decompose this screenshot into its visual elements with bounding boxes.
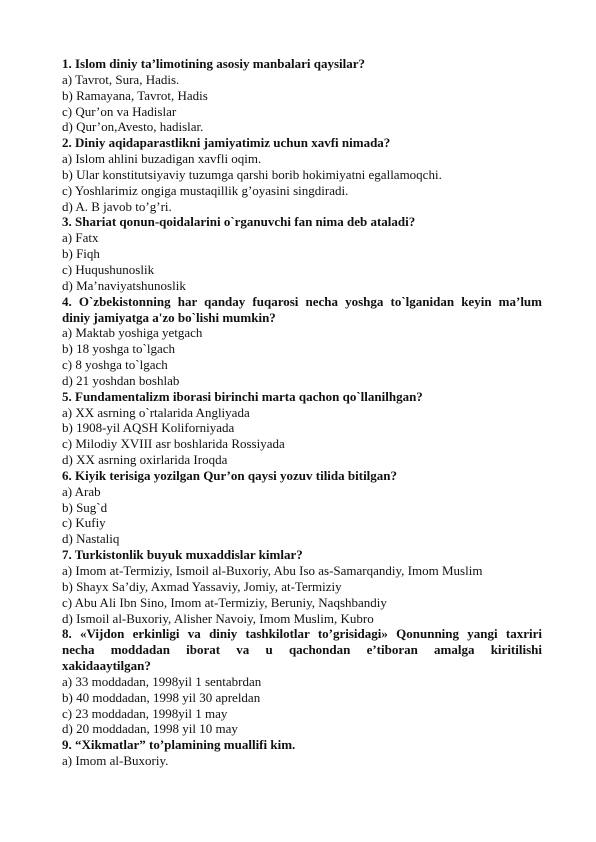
question-4-line-1: 4. O`zbekistonning har qanday fuqarosi necha yoshga to`lganidan keyin ma’lum <box>62 293 542 309</box>
question-1-option-b: b) Ramayana, Tavrot, Hadis <box>62 87 208 103</box>
question-6-option-c: c) Kufiy <box>62 515 106 531</box>
question-6: 6. Kiyik terisiga yozilgan Qur’on qaysi yozuv tilida bitilgan? <box>62 467 398 483</box>
question-3: 3. Shariat qonun-qoidalarini o`rganuvchi fan nima deb ataladi? <box>62 214 416 230</box>
question-4-line-2: diniy jamiyatga a'zo bo`lishi mumkin? <box>62 309 276 325</box>
question-9-option-a: a) Imom al-Buxoriy. <box>62 753 169 769</box>
question-4-option-c: c) 8 yoshga to`lgach <box>62 357 168 373</box>
question-8-option-d: d) 20 moddadan, 1998 yil 10 may <box>62 721 238 737</box>
question-8-line-1: 8. «Vijdon erkinligi va diniy tashkilotlar to’grisidagi» Qonunning yangi taxriri <box>62 626 542 642</box>
question-1-option-a: a) Tavrot, Sura, Hadis. <box>62 71 180 87</box>
question-4-option-a: a) Maktab yoshiga yetgach <box>62 325 203 341</box>
question-1-option-c: c) Qur’on va Hadislar <box>62 103 177 119</box>
question-4-option-b: b) 18 yoshga to`lgach <box>62 341 176 357</box>
question-7-option-c: c) Abu Ali Ibn Sino, Imom at-Termiziy, Beruniy, Naqshbandiy <box>62 594 387 610</box>
question-4-option-d: d) 21 yoshdan boshlab <box>62 372 180 388</box>
test-document <box>62 56 542 769</box>
question-5-option-b: b) 1908-yil AQSH Koliforniyada <box>62 420 235 436</box>
question-8-line-3: xakidaaytilgan? <box>62 658 151 674</box>
question-3-option-d: d) Ma’naviyatshunoslik <box>62 277 186 293</box>
question-5: 5. Fundamentalizm iborasi birinchi marta qachon qo`llanilhgan? <box>62 388 423 404</box>
question-5-option-a: a) XX asrning o`rtalarida Angliyada <box>62 404 250 420</box>
question-9: 9. “Xikmatlar” to’plamining muallifi kim. <box>62 737 296 753</box>
question-7-option-a: a) Imom at-Termiziy, Ismoil al-Buxoriy, Abu Iso as-Samarqandiy, Imom Muslim <box>62 563 483 578</box>
question-7-option-b: b) Shayx Sa’diy, Axmad Yassaviy, Jomiy, at-Termiziy <box>62 578 342 594</box>
question-3-option-a: a) Fatx <box>62 230 99 246</box>
question-6-option-b: b) Sug`d <box>62 499 108 515</box>
question-8-option-c: c) 23 moddadan, 1998yil 1 may <box>62 705 228 721</box>
question-6-option-a: a) Arab <box>62 483 101 499</box>
question-2: 2. Diniy aqidaparastlikni jamiyatimiz uchun xavfi nimada? <box>62 135 391 151</box>
question-5-option-c: c) Milodiy XVIII asr boshlarida Rossiyada <box>62 436 285 452</box>
question-3-option-c: c) Huqushunoslik <box>62 261 155 277</box>
question-7: 7. Turkistonlik buyuk muxaddislar kimlar? <box>62 547 303 563</box>
question-8-option-a: a) 33 moddadan, 1998yil 1 sentabrdan <box>62 673 262 689</box>
question-5-option-d: d) XX asrning oxirlarida Iroqda <box>62 452 228 468</box>
question-8-option-b: b) 40 moddadan, 1998 yil 30 apreldan <box>62 689 261 705</box>
question-7-option-d: d) Ismoil al-Buxoriy, Alisher Navoiy, Imom Muslim, Kubro <box>62 610 374 626</box>
question-1-option-d: d) Qur’on,Avesto, hadislar. <box>62 119 204 135</box>
question-2-option-c: c) Yoshlarimiz ongiga mustaqillik g’oyasini singdiradi. <box>62 182 349 198</box>
question-2-option-a: a) Islom ahlini buzadigan xavfli oqim. <box>62 151 262 167</box>
question-8-line-2: necha moddadan iborat va u qachondan e’tiboran amalga kiritilishi <box>62 642 542 658</box>
question-1: 1. Islom diniy ta’limotining asosiy manbalari qaysilar? <box>62 56 366 71</box>
question-3-option-b: b) Fiqh <box>62 246 100 262</box>
question-6-option-d: d) Nastaliq <box>62 531 120 547</box>
question-2-option-d: d) A. B javob to’g’ri. <box>62 198 172 214</box>
question-2-option-b: b) Ular konstitutsiyaviy tuzumga qarshi borib hokimiyatni egallamoqchi. <box>62 166 442 182</box>
